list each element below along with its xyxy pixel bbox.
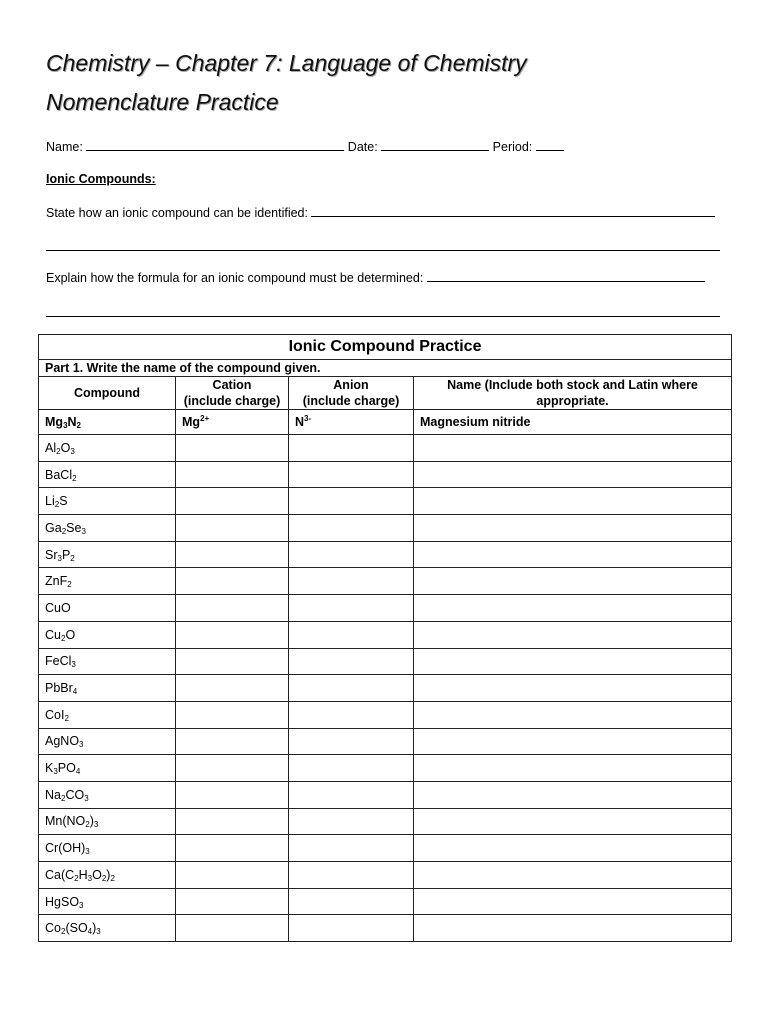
name-answer-field[interactable] [414,728,732,755]
anion-answer-field[interactable] [289,648,414,675]
table-row [39,461,732,488]
name-answer-field[interactable] [414,621,732,648]
question-1 [46,205,715,220]
table-row [39,595,732,622]
cation-answer-field[interactable] [176,595,289,622]
table-row [39,675,732,702]
question-2 [46,270,705,285]
anion-answer-field[interactable] [289,701,414,728]
compound-formula: $K_3PO_4$ [39,755,176,782]
header-anion [289,377,414,410]
cation-answer-field[interactable] [176,515,289,542]
compound-formula: $Ga_2Se_3$ [39,515,176,542]
anion-answer-field[interactable] [289,461,414,488]
table-row [39,781,732,808]
name-answer-field[interactable] [414,461,732,488]
name-answer-field[interactable] [414,675,732,702]
anion-answer-field[interactable] [289,728,414,755]
header-cation-line1: Cation [212,378,252,392]
compound-formula: $Na_2CO_3$ [39,781,176,808]
cation-answer-field[interactable] [176,701,289,728]
table-row [39,648,732,675]
name-answer-field[interactable] [414,515,732,542]
compound-formula: CoI$_2$ [39,701,176,728]
header-anion-line1: Anion [333,378,369,392]
table-row [39,621,732,648]
cation-answer-field[interactable] [176,461,289,488]
table-title: Ionic Compound Practice [39,335,732,360]
header-name [414,377,732,410]
compound-formula: ZnF$_2$ [39,568,176,595]
cation-answer-field[interactable] [176,915,289,942]
compound-formula: $Ca(C_2H_3O_2)_2$ [39,862,176,889]
name-answer-field[interactable] [414,568,732,595]
anion-answer-field[interactable] [289,888,414,915]
date-label: Date: [347,140,378,154]
table-row [39,701,732,728]
compound-formula: HgSO$_3$ [39,888,176,915]
name-answer-field[interactable] [414,755,732,782]
period-field[interactable] [536,139,564,151]
header-cation [176,377,289,410]
header-anion-line2: (include charge) [302,394,400,408]
name-answer-field[interactable] [414,648,732,675]
cation-answer-field[interactable] [176,808,289,835]
header-name-line1: Name (Include both stock and Latin where [447,378,698,392]
name-answer-field[interactable] [414,701,732,728]
cation-answer-field[interactable] [176,435,289,462]
header-name-line2: appropriate. [536,394,609,408]
ionic-compound-practice-table [38,334,732,942]
cation-answer-field[interactable] [176,728,289,755]
name-label: Name: [46,140,83,154]
example-compound: $Mg_3N_2$ [39,410,176,435]
cation-answer-field[interactable] [176,755,289,782]
anion-answer-field[interactable] [289,488,414,515]
name-answer-field[interactable] [414,915,732,942]
section-heading: Ionic Compounds: [46,172,156,186]
question-1-answer-field[interactable] [311,205,715,217]
cation-answer-field[interactable] [176,862,289,889]
anion-answer-field[interactable] [289,755,414,782]
table-row [39,515,732,542]
name-field[interactable] [86,139,344,151]
table-row [39,568,732,595]
cation-answer-field[interactable] [176,781,289,808]
table-row [39,435,732,462]
table-row [39,728,732,755]
compound-formula: $Co_2(SO_4)_3$ [39,915,176,942]
header-cation-line2: (include charge) [183,394,281,408]
anion-answer-field[interactable] [289,862,414,889]
cation-answer-field[interactable] [176,835,289,862]
table-row [39,808,732,835]
cation-answer-field[interactable] [176,675,289,702]
anion-answer-field[interactable] [289,541,414,568]
compound-formula: $Mn(NO_2)_3$ [39,808,176,835]
table-row [39,915,732,942]
period-label: Period: [492,140,533,154]
question-2-answer-line-2[interactable] [46,316,720,317]
example-name: Magnesium nitride [414,410,732,435]
question-1-text: State how an ionic compound can be identified: [46,206,308,220]
example-row [39,410,732,435]
table-row [39,862,732,889]
name-answer-field[interactable] [414,781,732,808]
anion-answer-field[interactable] [289,621,414,648]
anion-answer-field[interactable] [289,781,414,808]
cation-answer-field[interactable] [176,648,289,675]
part1-instructions: Part 1. Write the name of the compound given. [39,360,732,377]
anion-answer-field[interactable] [289,568,414,595]
cation-answer-field[interactable] [176,488,289,515]
student-info-line [46,139,564,154]
page-title-line2: Nomenclature Practice [46,89,279,115]
anion-answer-field[interactable] [289,915,414,942]
table-row [39,755,732,782]
compound-formula: $Cr(OH)_3$ [39,835,176,862]
name-answer-field[interactable] [414,835,732,862]
anion-answer-field[interactable] [289,835,414,862]
compound-formula: BaCl$_2$ [39,461,176,488]
anion-answer-field[interactable] [289,675,414,702]
table-row [39,835,732,862]
page-title-line1: Chemistry – Chapter 7: Language of Chemistry [46,50,527,76]
cation-answer-field[interactable] [176,621,289,648]
compound-formula: AgNO$_3$ [39,728,176,755]
cation-answer-field[interactable] [176,541,289,568]
compound-formula: PbBr$_4$ [39,675,176,702]
anion-answer-field[interactable] [289,435,414,462]
compound-formula: FeCl$_3$ [39,648,176,675]
table-row [39,541,732,568]
anion-answer-field[interactable] [289,595,414,622]
question-1-answer-line-2[interactable] [46,250,720,251]
name-answer-field[interactable] [414,435,732,462]
name-answer-field[interactable] [414,541,732,568]
example-cation: $Mg^{2+}$ [176,410,289,435]
anion-answer-field[interactable] [289,808,414,835]
name-answer-field[interactable] [414,488,732,515]
question-2-answer-field[interactable] [427,270,705,282]
name-answer-field[interactable] [414,888,732,915]
header-compound: Compound [39,377,176,410]
table-row [39,488,732,515]
example-anion: $N^{3-}$ [289,410,414,435]
table-row [39,888,732,915]
name-answer-field[interactable] [414,808,732,835]
compound-formula: $Al_2O_3$ [39,435,176,462]
anion-answer-field[interactable] [289,515,414,542]
name-answer-field[interactable] [414,595,732,622]
cation-answer-field[interactable] [176,888,289,915]
date-field[interactable] [381,139,489,151]
name-answer-field[interactable] [414,862,732,889]
compound-formula: $Cu_2O$ [39,621,176,648]
cation-answer-field[interactable] [176,568,289,595]
compound-formula: CuO [39,595,176,622]
compound-formula: $Li_2S$ [39,488,176,515]
question-2-text: Explain how the formula for an ionic compound must be determined: [46,271,424,285]
compound-formula: $Sr_3P_2$ [39,541,176,568]
